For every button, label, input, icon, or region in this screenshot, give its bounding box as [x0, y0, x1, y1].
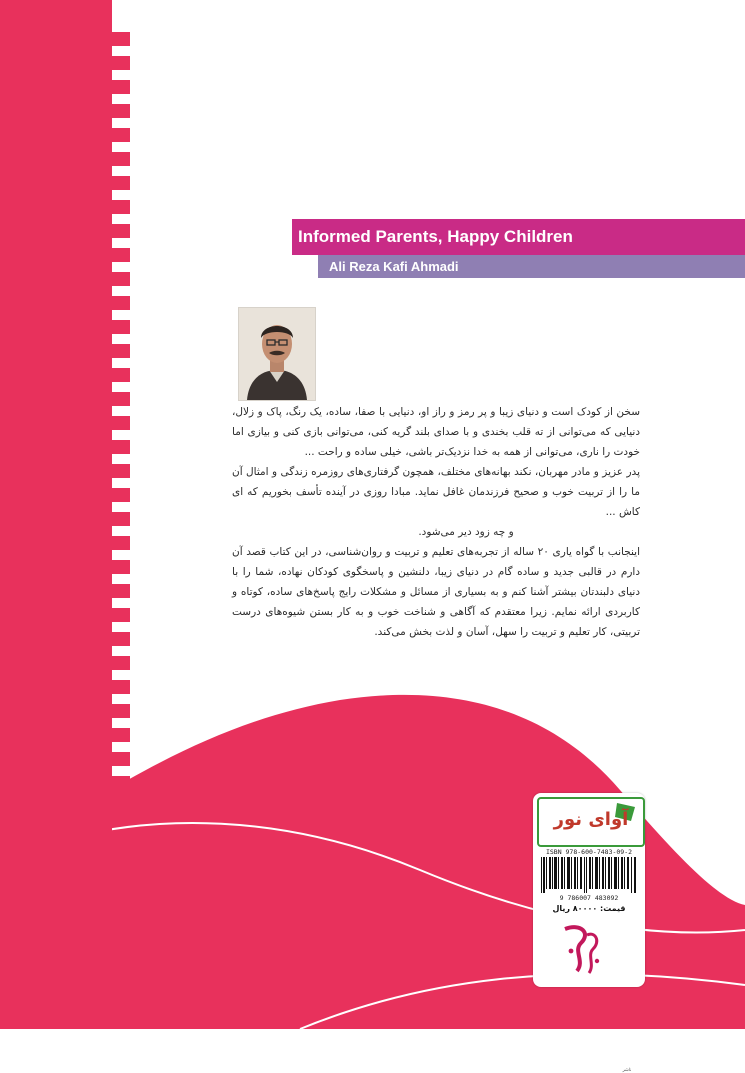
imprint-logo-mark	[551, 921, 627, 979]
spine-teeth	[112, 28, 132, 828]
author-photo	[238, 307, 316, 401]
publisher-logo-text: آوای نور	[553, 809, 629, 830]
text-paragraph: اینجانب با گواه یاری ۲۰ ساله از تجربه‌های تعلیم و تربیت و روان‌شناسی، در این کتاب قصد آن دارم در قالبی جدید و ساده گام در دنیای زیبا، دلنشین و پاسخگوی کودکان نهاده، شما را با دنیای دلبندتان بیشتر آشنا کنم و به بسیاری از مسائل و مشکلات رایج پاسخ‌های ساده، کوتاه و کاربردی ارائه نمایم. زیرا معتقدم که آگاهی و شناخت خوب و به کار بستن شیوه‌های درست تربیتی، کار تعلیم و تربیت را سهل، آسان و لذت بخش می‌کند.	[232, 546, 640, 638]
portrait-illustration	[239, 308, 315, 400]
price-label: قیمت: ۸۰۰۰۰ ریال	[552, 904, 626, 913]
publisher-badge	[533, 793, 645, 1072]
book-title: Informed Parents, Happy Children	[298, 227, 573, 246]
imprint-small-text: ناشر	[622, 1067, 632, 1072]
barcode-number: 9 786007 483092	[559, 894, 619, 902]
spine-band	[0, 0, 112, 1029]
text-paragraph: و چه زود دیر می‌شود.	[418, 526, 514, 538]
imprint-logo	[551, 921, 632, 1072]
text-paragraph: پدر عزیز و مادر مهربان، نکند بهانه‌های مختلف، همچون گرفتاری‌های روزمره زندگی و امثال آن ما را از تربیت خوب و صحیح فرزندمان غافل نماید. مبادا روزی در آینده تأسف بخوریم که ای کاش ...	[232, 466, 640, 518]
publisher-logo	[537, 797, 645, 847]
back-cover-text	[232, 402, 640, 642]
isbn-label: ISBN 978-600-7483-09-2	[545, 848, 633, 856]
barcode	[539, 857, 639, 893]
author-name: Ali Reza Kafi Ahmadi	[329, 259, 459, 274]
text-paragraph: سخن از کودک است و دنیای زیبا و پر رمز و راز او، دنیایی با صفا، ساده، یک رنگ، پاک و زلال، دنیایی که می‌توانی از ته قلب بخندی و با صدای بلند گریه کنی، می‌توانی بازی کنی و بیازی اما خودت را ناری، می‌توانی از همه به خدا نزدیک‌تر باشی، خیلی ساده و راحت ...	[232, 406, 640, 458]
